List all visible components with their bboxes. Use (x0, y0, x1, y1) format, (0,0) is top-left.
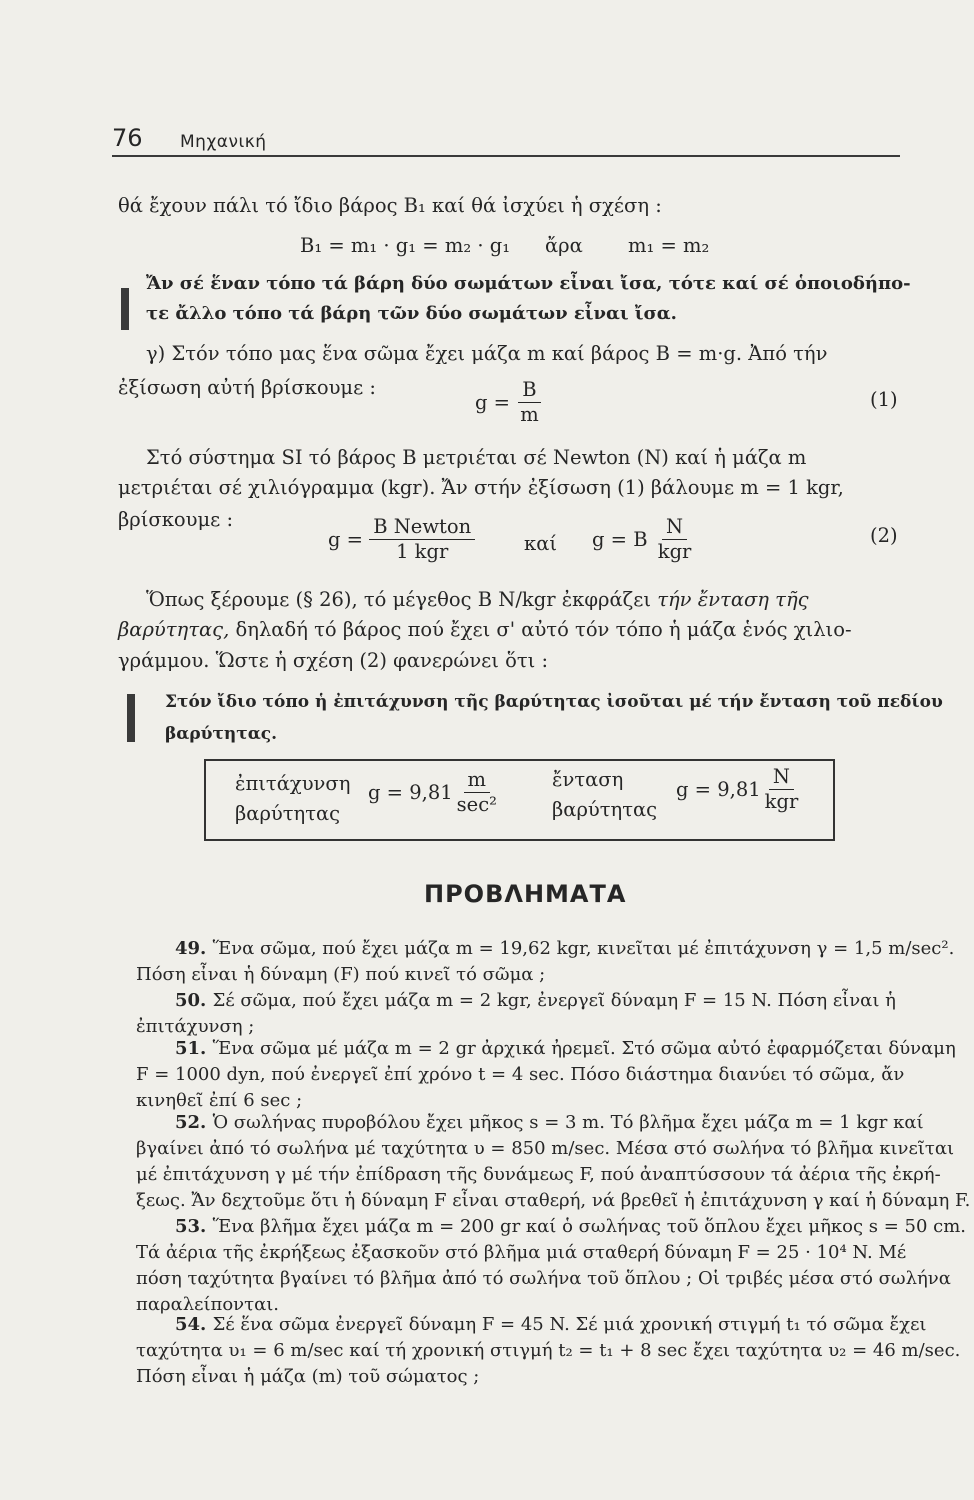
page-number: 76 (112, 124, 143, 152)
running-title: Μηχανική (180, 132, 267, 152)
box-right-eq-text: g = 9,81 (676, 777, 761, 801)
known-line-1-b: τήν ἔνταση τῆς (657, 588, 809, 611)
problem-text: Ἕνα σῶμα μέ μάζα m = 2 gr ἀρχικά ἠρεμεῖ. Στό σῶμα αὐτό ἐφαρμόζεται δύναμη (212, 1038, 956, 1059)
problem-text: Ἕνα σῶμα, πού ἔχει μάζα m = 19,62 kgr, κινεῖται μέ ἐπιτάχυνση γ = 1,5 m/sec². (212, 938, 955, 959)
known-line-1 (146, 586, 809, 614)
problems-title: ΠΡΟΒΛΗΜΑΤΑ (424, 880, 627, 908)
problem-50-line: ἐπιτάχυνση ; (136, 1016, 255, 1037)
equation-1-label: (1) (870, 388, 898, 411)
box-left-label-1: ἐπιτάχυνση (235, 772, 351, 795)
problem-number: 50. (175, 990, 213, 1011)
equation-2a: g = $\frac{\text{B Newton}}{\text{1 kgr}}$ (328, 515, 475, 564)
known-line-3: γράμμου. Ὥστε ἡ σχέση (2) φανερώνει ὅτι : (118, 649, 549, 672)
equation-2a-denominator: 1 kgr (396, 540, 449, 563)
problem-54-line: Πόση εἶναι ἡ μάζα (m) τοῦ σώματος ; (136, 1366, 480, 1387)
known-line-1-a: Ὅπως ξέρουμε (§ 26), τό μέγεθος B N/kgr ἐκφράζει (146, 588, 651, 611)
box-right-numerator: N (769, 765, 794, 790)
equation-ara: ἄρα (545, 234, 583, 257)
problem-54-line: ταχύτητα υ₁ = 6 m/sec καί τή χρονική στιγμή t₂ = t₁ + 8 sec ἔχει ταχύτητα υ₂ = 46 m/sec. (136, 1340, 961, 1361)
problem-53-line: Τά ἀέρια τῆς ἐκρήξεως ἐξασκοῦν στό βλῆμα μιά σταθερή δύναμη F = 25 · 10⁴ N. Μέ (136, 1242, 907, 1263)
problem-number: 53. (175, 1216, 213, 1237)
header-rule (112, 155, 900, 157)
equation-b1: B₁ = m₁ · g₁ = m₂ · g₁ (300, 234, 511, 257)
box-right-equation (676, 765, 802, 814)
equation-2a-numerator: B Newton (369, 515, 475, 540)
known-line-2-b: δηλαδή τό βάρος πού ἔχει σ' αὐτό τόν τόπο ἡ μάζα ἑνός χιλιο- (235, 618, 852, 641)
problem-number: 54. (175, 1314, 213, 1335)
problem-text: Σέ σῶμα, πού ἔχει μάζα m = 2 kgr, ἐνεργεῖ δύναμη F = 15 N. Πόση εἶναι ἡ (212, 990, 896, 1011)
si-line-1: Στό σύστημα SI τό βάρος B μετριέται σέ Newton (N) καί ἡ μάζα m (146, 446, 807, 469)
equation-2b: g = B $\frac{N}{\text{kgr}}$ (592, 515, 695, 564)
problem-number: 49. (175, 938, 213, 959)
gamma-line: γ) Στόν τόπο μας ἕνα σῶμα ἔχει μάζα m καί βάρος B = m·g. Ἀπό τήν (146, 342, 828, 365)
problem-49-line (175, 936, 954, 962)
box-right-label-2: βαρύτητας (552, 798, 658, 821)
problem-53-line: πόση ταχύτητα βγαίνει τό βλῆμα ἀπό τό σωλήνα τοῦ ὅπλου ; Οἱ τριβές μέσα στό σωλήνα (136, 1268, 951, 1289)
box-left-equation (368, 768, 501, 817)
problem-52-line: βγαίνει ἀπό τό σωλήνα μέ ταχύτητα υ = 850 m/sec. Μέσα στό σωλήνα τό βλῆμα κινεῖται (136, 1138, 955, 1159)
rule-1-line-1: Ἄν σέ ἕναν τόπο τά βάρη δύο σωμάτων εἶναι ἴσα, τότε καί σέ ὁποιοδήπο- (146, 273, 911, 294)
box-left-numerator: m (464, 768, 491, 793)
rule-1-marker (121, 288, 129, 330)
problem-text: Ἕνα βλῆμα ἔχει μάζα m = 200 gr καί ὁ σωλήνας τοῦ ὅπλου ἔχει μῆκος s = 50 cm. (212, 1216, 967, 1237)
problem-51-line: κινηθεῖ ἐπί 6 sec ; (136, 1090, 303, 1111)
equation-2b-numerator: N (662, 515, 687, 540)
rule-1-line-2: τε ἄλλο τόπο τά βάρη τῶν δύο σωμάτων εἶναι ἴσα. (146, 303, 677, 324)
problem-number: 52. (175, 1112, 213, 1133)
box-left-label-2: βαρύτητας (235, 802, 341, 825)
known-line-2-a: βαρύτητας, (118, 618, 230, 641)
problem-text: Σέ ἕνα σῶμα ἐνεργεῖ δύναμη F = 45 N. Σέ μιά χρονική στιγμή t₁ τό σῶμα ἔχει (212, 1314, 927, 1335)
box-left-denominator: sec² (456, 793, 497, 816)
box-right-denominator: kgr (764, 790, 799, 813)
si-line-2: μετριέται σέ χιλιόγραμμα (kgr). Ἄν στήν ἐξίσωση (1) βάλουμε m = 1 kgr, (118, 476, 844, 499)
rule-2-line-2: βαρύτητας. (165, 724, 278, 744)
problem-53-line: παραλείπονται. (136, 1294, 280, 1315)
known-line-2 (118, 616, 852, 644)
equation-m1-m2: m₁ = m₂ (628, 234, 710, 257)
problem-52-line (175, 1110, 924, 1136)
box-left-eq-text: g = 9,81 (368, 780, 453, 804)
box-right-label-1: ἔνταση (552, 768, 624, 791)
equation-2-and: καί (524, 532, 558, 555)
problem-51-line (175, 1036, 956, 1062)
problem-52-line: μέ ἐπιτάχυνση γ μέ τήν ἐπίδραση τῆς δυνάμεως F, πού ἀναπτύσσουν τά ἀέρια τῆς ἐκρή- (136, 1164, 941, 1185)
problem-52-line: ξεως. Ἄν δεχτοῦμε ὅτι ἡ δύναμη F εἶναι σταθερή, νά βρεθεῖ ἡ ἐπιτάχυνση γ καί ἡ δύναμη F. (136, 1190, 971, 1211)
problem-text: Ὁ σωλήνας πυροβόλου ἔχει μῆκος s = 3 m. Τό βλῆμα ἔχει μάζα m = 1 kgr καί (212, 1112, 924, 1133)
problem-53-line (175, 1214, 966, 1240)
rule-2-marker (127, 694, 135, 742)
equation-2-label: (2) (870, 524, 898, 547)
equation-2b-denominator: kgr (657, 540, 692, 563)
rule-2-line-1: Στόν ἴδιο τόπο ἡ ἐπιτάχυνση τῆς βαρύτητας ἰσοῦται μέ τήν ἔνταση τοῦ πεδίου (165, 692, 943, 712)
find-line: βρίσκουμε : (118, 508, 234, 531)
body-line-1: θά ἔχουν πάλι τό ἴδιο βάρος B₁ καί θά ἰσχύει ἡ σχέση : (118, 194, 662, 217)
equation-1: g = $\frac{B}{m}$ (475, 378, 539, 426)
problem-50-line (175, 988, 896, 1014)
problem-51-line: F = 1000 dyn, πού ἐνεργεῖ ἐπί χρόνο t = 4 sec. Πόσο διάστημα διανύει τό σῶμα, ἄν (136, 1064, 905, 1085)
equation-intro: ἐξίσωση αὐτή βρίσκουμε : (118, 376, 376, 399)
problem-49-line: Πόση εἶναι ἡ δύναμη (F) πού κινεῖ τό σῶμα ; (136, 964, 546, 985)
problem-number: 51. (175, 1038, 213, 1059)
problem-54-line (175, 1312, 926, 1338)
